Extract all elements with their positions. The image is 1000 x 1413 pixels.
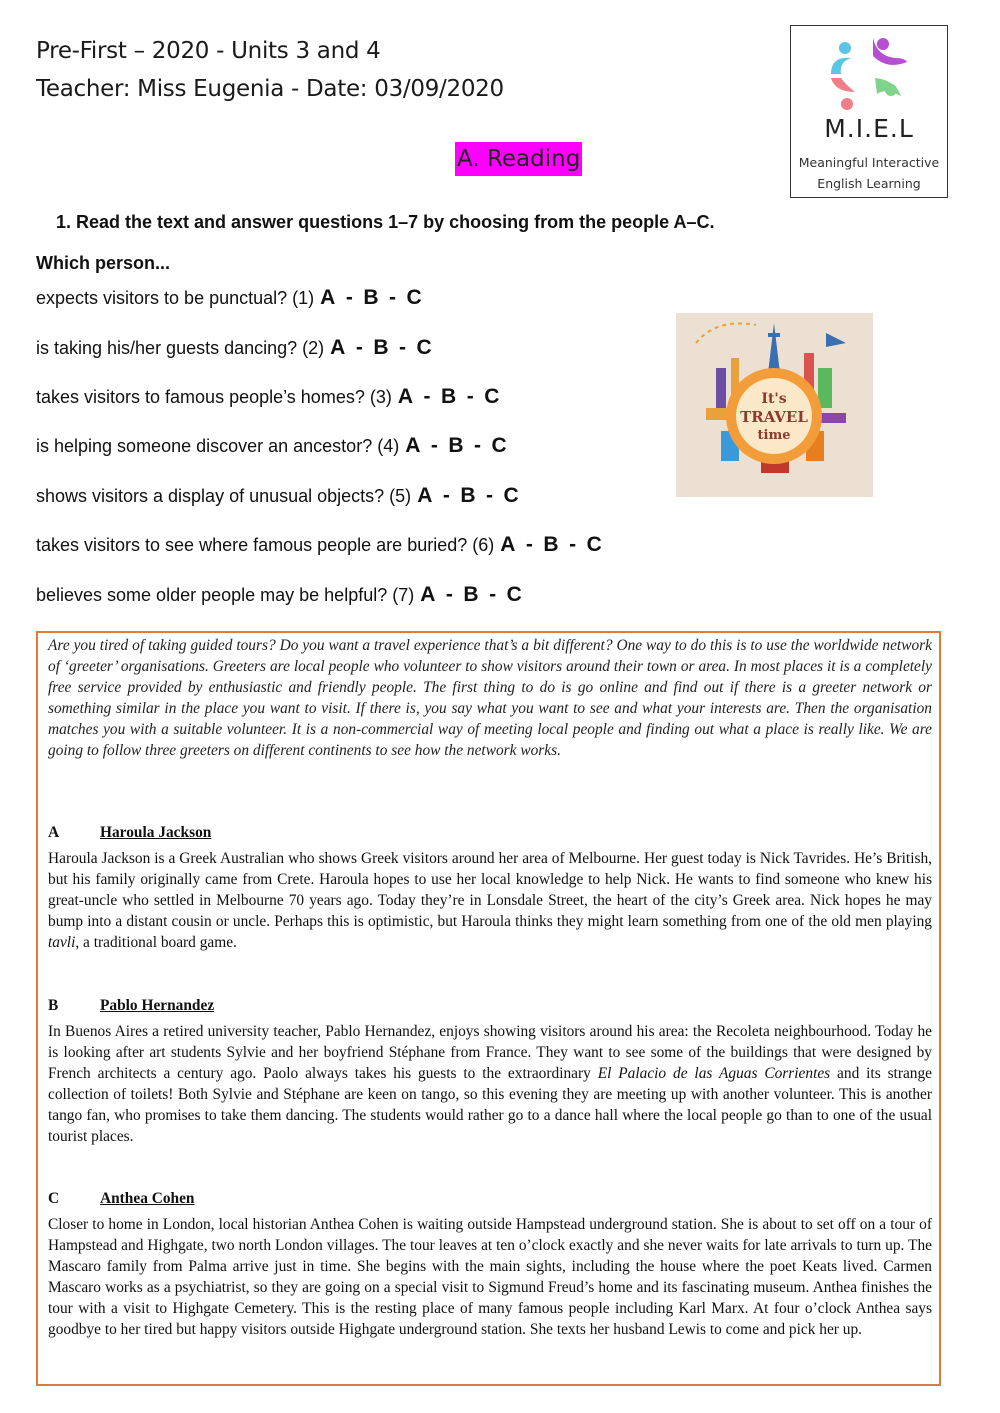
option-a[interactable]: A <box>397 385 414 408</box>
question-5 <box>36 484 519 508</box>
travel-text-1: It's <box>761 391 787 407</box>
question-6 <box>36 533 602 557</box>
person-letter: C <box>48 1190 60 1207</box>
logo-subtitle-line1: Meaningful Interactive <box>798 155 940 170</box>
question-text: is taking his/her guests dancing? (2) <box>36 338 325 358</box>
answer-options[interactable]: A - B - C <box>417 484 520 507</box>
option-c[interactable]: C <box>406 286 423 309</box>
option-a[interactable]: A <box>417 484 433 507</box>
answer-options[interactable]: A - B - C <box>397 385 500 408</box>
logo-title: M.I.E.L <box>824 114 914 143</box>
person-name: Pablo Hernandez <box>100 997 215 1014</box>
option-b[interactable]: B <box>460 484 477 507</box>
option-b[interactable]: B <box>441 385 457 408</box>
person-letter: A <box>48 824 60 841</box>
miel-logo <box>790 25 948 198</box>
option-c[interactable]: C <box>503 484 520 507</box>
section-title: A. Reading <box>455 142 582 176</box>
person-c-text: Closer to home in London, local historian Anthea Cohen is waiting outside Hampstead underground station. She is about to set off on a tour of Hampstead and Highgate, two north London villages. The tour leaves at ten o’clock exactly and she never waits for late arrivals to turn up. The Mascaro family from Palma arrive just in time. She begins with the main sights, including the house where the poet Keats lived. Carmen Mascaro works as a psychiatrist, so they are going on a special visit to Sigmund Freud’s home and its fascinating museum. Anthea finishes the tour with a visit to Highgate Cemetery. This is the resting place of many famous people including Karl Marx. At four o’clock Anthea says goodbye to her tired but happy visitors outside Highgate underground station. She texts her husband Lewis to come and pick her up. <box>48 1216 932 1338</box>
travel-globe-icon <box>676 313 873 497</box>
answer-options[interactable]: A - B - C <box>500 533 603 556</box>
option-c[interactable]: C <box>491 434 508 457</box>
question-3 <box>36 385 500 409</box>
person-letter: B <box>48 997 59 1014</box>
question-2 <box>36 336 432 360</box>
answer-options[interactable]: A - B - C <box>420 583 523 606</box>
option-c[interactable]: C <box>416 336 433 359</box>
person-c-heading <box>48 1190 195 1208</box>
option-a[interactable]: A <box>330 336 346 359</box>
answer-options[interactable]: A - B - C <box>405 434 508 457</box>
option-a[interactable]: A <box>420 583 436 606</box>
option-c[interactable]: C <box>484 385 500 408</box>
option-b[interactable]: B <box>543 533 560 556</box>
person-a-heading <box>48 824 211 842</box>
option-c[interactable]: C <box>506 583 523 606</box>
person-name: Anthea Cohen <box>100 1190 195 1207</box>
question-text: believes some older people may be helpful? (7) <box>36 585 415 605</box>
logo-subtitle-line2: English Learning <box>817 176 921 191</box>
option-a[interactable]: A <box>320 286 336 309</box>
option-b[interactable]: B <box>363 286 379 309</box>
which-person-heading: Which person... <box>36 253 171 273</box>
option-b[interactable]: B <box>448 434 465 457</box>
logo-subtitle <box>791 152 947 194</box>
answer-options[interactable]: A - B - C <box>330 336 433 359</box>
option-c[interactable]: C <box>586 533 603 556</box>
question-1 <box>36 286 422 310</box>
question-7 <box>36 583 522 607</box>
question-text: takes visitors to see where famous people are buried? (6) <box>36 535 495 555</box>
question-4 <box>36 434 507 458</box>
instruction: 1. Read the text and answer questions 1–7 by choosing from the people A–C. <box>56 212 715 232</box>
option-b[interactable]: B <box>463 583 480 606</box>
passage-intro: Are you tired of taking guided tours? Do you want a travel experience that’s a bit different? One way to do this is to use the worldwide network of ‘greeter’ organisations. Greeters are local people who volunteer to show visitors around their town or area. In most places it is a completely free service provided by enthusiastic and friendly people. The first thing to do is go online and find out if there is a greeter network or something similar in the place you want to visit. If there is, you say what you want to see and what your interests are. Then the organisation matches you with a suitable volunteer. It is a non-commercial way of meeting local people and finding out what a place is really like. We are going to follow three greeters on different continents to see how the network works. <box>48 637 932 759</box>
person-name: Haroula Jackson <box>100 824 212 841</box>
answer-options[interactable]: A - B - C <box>320 286 423 309</box>
person-b-text: In Buenos Aires a retired university teacher, Pablo Hernandez, enjoys showing visitors around his area: the Recoleta neighbourhood. Today he is looking after art students Sylvie and her boyfriend Stéphane from France. They want to see some of the buildings that were designed by French architects a century ago. Paolo always takes his guests to the extraordinary El Palacio de las Aguas Corrientes and its strange collection of toilets! Both Sylvie and Stéphane are keen on tango, so this evening they are meeting up with another volunteer. This is another tango fan, who promises to take them dancing. The students would rather go to a dance hall where the local people go than to one of the usual tourist places. <box>48 1023 933 1145</box>
option-a[interactable]: A <box>500 533 516 556</box>
question-text: takes visitors to famous people’s homes? (3) <box>36 387 392 407</box>
travel-text-3: time <box>757 428 791 443</box>
question-text: shows visitors a display of unusual objects? (5) <box>36 486 412 506</box>
question-text: expects visitors to be punctual? (1) <box>36 288 315 308</box>
option-b[interactable]: B <box>373 336 390 359</box>
option-a[interactable]: A <box>405 434 421 457</box>
question-text: is helping someone discover an ancestor? (4) <box>36 436 400 456</box>
person-a-text: Haroula Jackson is a Greek Australian who shows Greek visitors around her area of Melbourne. Her guest today is Nick Tavrides. He’s British, but his family originally came from Crete. Haroula hopes to use her local knowledge to help Nick. He wants to find someone who knew his great-uncle who settled in Melbourne 70 years ago. Today they’re in Lonsdale Street, the heart of the city’s Greek area. Nick hopes he may bump into a distant cousin or uncle. Perhaps this is optimistic, but Haroula thinks they might learn something from one of the old men playing tavli, a traditional board game. <box>48 850 932 951</box>
miel-logo-icon <box>825 34 915 114</box>
worksheet-title: Pre-First – 2020 - Units 3 and 4 <box>36 38 381 64</box>
reading-passage <box>36 631 941 1386</box>
travel-text-2: TRAVEL <box>740 408 808 426</box>
teacher-date-line: Teacher: Miss Eugenia - Date: 03/09/2020 <box>36 76 504 102</box>
person-b-heading <box>48 997 214 1015</box>
travel-illustration <box>676 313 873 497</box>
